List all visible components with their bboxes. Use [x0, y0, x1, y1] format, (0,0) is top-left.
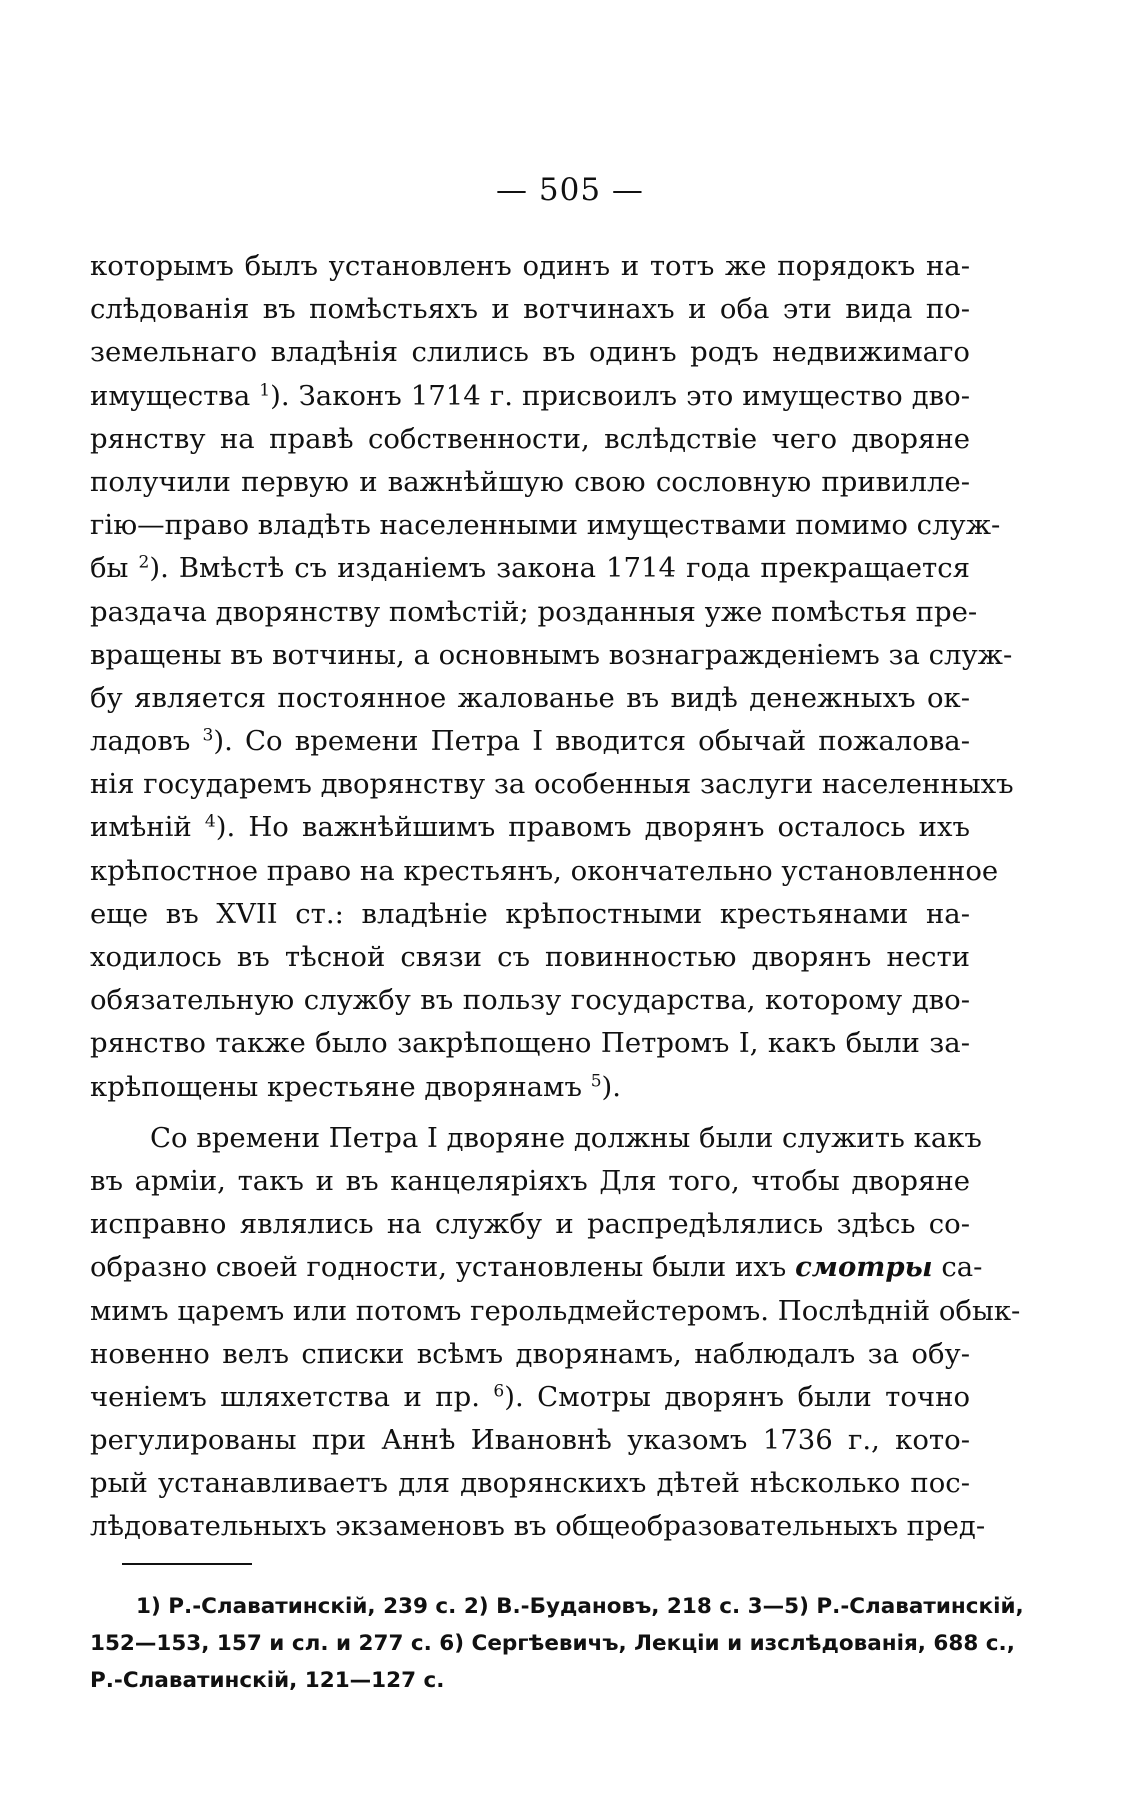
body-text	[90, 245, 1021, 1549]
text-run: ченіемъ шляхетства и пр.	[90, 1380, 480, 1413]
text-run: имѣній	[90, 811, 192, 844]
text-line: мимъ царемъ или потомъ герольдмейстеромъ. Послѣдній обык-	[90, 1294, 1021, 1327]
footnote-ref-2: 2	[138, 552, 150, 573]
footnote-line: Р.-Славатинскій, 121—127 с.	[90, 1668, 445, 1693]
page-number: — 505 —	[496, 172, 644, 208]
text-line	[90, 375, 970, 418]
footnotes	[90, 1588, 1024, 1699]
text-line: регулированы при Аннѣ Ивановнѣ указомъ 1736 г., кото-	[90, 1424, 970, 1457]
text-line: бу является постоянное жалованье въ видѣ денежныхъ ок-	[90, 681, 970, 714]
text-line	[90, 720, 970, 763]
text-line: которымъ былъ установленъ одинъ и тотъ же порядокъ на-	[90, 250, 970, 282]
text-line: еще въ XVII ст.: владѣніе крѣпостными крестьянами на-	[90, 897, 970, 930]
text-line: ходилось въ тѣсной связи съ повинностью дворянъ нести	[90, 941, 970, 973]
text-line: крѣпостное право на крестьянъ, окончательно установленное	[90, 854, 999, 887]
text-line: нія государемъ дворянству за особенныя заслуги населенныхъ	[90, 768, 1014, 801]
text-run: ).	[601, 1070, 622, 1103]
text-line: рянство также было закрѣпощено Петромъ I, какъ были за-	[90, 1027, 970, 1060]
text-run: образно своей годности, установлены были ихъ	[90, 1251, 787, 1284]
text-line: лѣдовательныхъ экзаменовъ въ общеобразовательныхъ пред-	[90, 1510, 986, 1543]
text-line: въ арміи, такъ и въ канцеляріяхъ Для того, чтобы дворяне	[90, 1164, 970, 1197]
text-run: ). Законъ 1714 г. присвоилъ это имущество дво-	[270, 379, 971, 412]
text-run: крѣпощены крестьяне дворянамъ	[90, 1070, 582, 1103]
text-line: гію—право владѣть населенными имуществами помимо служ-	[90, 509, 1001, 542]
text-line	[90, 1066, 970, 1109]
text-line: раздача дворянству помѣстій; розданныя уже помѣстья пре-	[90, 595, 978, 628]
text-line: исправно являлись на службу и распредѣлялись здѣсь со-	[90, 1208, 970, 1241]
text-line: рянству на правѣ собственности, вслѣдствіе чего дворяне	[90, 422, 970, 455]
text-line: земельнаго владѣнія слились въ одинъ родъ недвижимаго	[90, 336, 970, 369]
text-line: получили первую и важнѣйшую свою сословную привилле-	[90, 465, 970, 498]
text-run: ). Но важнѣйшимъ правомъ дворянъ осталось ихъ	[215, 811, 970, 844]
paragraph-2	[90, 1117, 1021, 1549]
paragraph-gap	[90, 1109, 970, 1117]
text-run: ). Со времени Петра I вводится обычай пожалова-	[213, 725, 970, 758]
text-line: обязательную службу въ пользу государства, которому дво-	[90, 984, 970, 1017]
text-run: ладовъ	[90, 725, 191, 758]
paragraph-1	[90, 245, 1014, 1109]
text-run: ). Смотры дворянъ были точно	[504, 1380, 971, 1413]
text-line	[90, 1376, 970, 1419]
text-run: бы	[90, 552, 129, 585]
text-line: вращены въ вотчины, а основнымъ вознагражденіемъ за служ-	[90, 638, 1013, 671]
footnote-line: 1) Р.-Славатинскій, 239 с. 2) В.-Будановъ, 218 с. 3—5) Р.-Славатинскій,	[136, 1594, 1024, 1619]
footnote-ref-6: 6	[493, 1381, 505, 1402]
text-run: имущества	[90, 379, 251, 412]
footnote-ref-1: 1	[259, 380, 271, 401]
text-line	[90, 547, 970, 590]
text-line: рый устанавливаетъ для дворянскихъ дѣтей нѣсколько пос-	[90, 1467, 970, 1500]
footnote-line: 152—153, 157 и сл. и 277 с. 6) Сергѣевичъ, Лекціи и изслѣдованія, 688 с.,	[90, 1631, 1015, 1656]
text-line	[90, 1246, 983, 1289]
text-run: са-	[941, 1251, 983, 1284]
text-run: ). Вмѣстѣ съ изданіемъ закона 1714 года прекращается	[149, 552, 970, 585]
text-line: слѣдованія въ помѣстьяхъ и вотчинахъ и оба эти вида по-	[90, 293, 970, 326]
text-line: новенно велъ списки всѣмъ дворянамъ, наблюдалъ за обу-	[90, 1337, 970, 1370]
footnote-ref-3: 3	[202, 725, 214, 746]
text-line: Со времени Петра I дворяне должны были служить какъ	[150, 1121, 982, 1154]
footnote-ref-5: 5	[590, 1071, 602, 1092]
emphasized-word: смотры	[795, 1251, 933, 1284]
footnote-divider	[122, 1563, 252, 1565]
text-line	[90, 806, 970, 849]
footnote-ref-4: 4	[204, 812, 216, 833]
